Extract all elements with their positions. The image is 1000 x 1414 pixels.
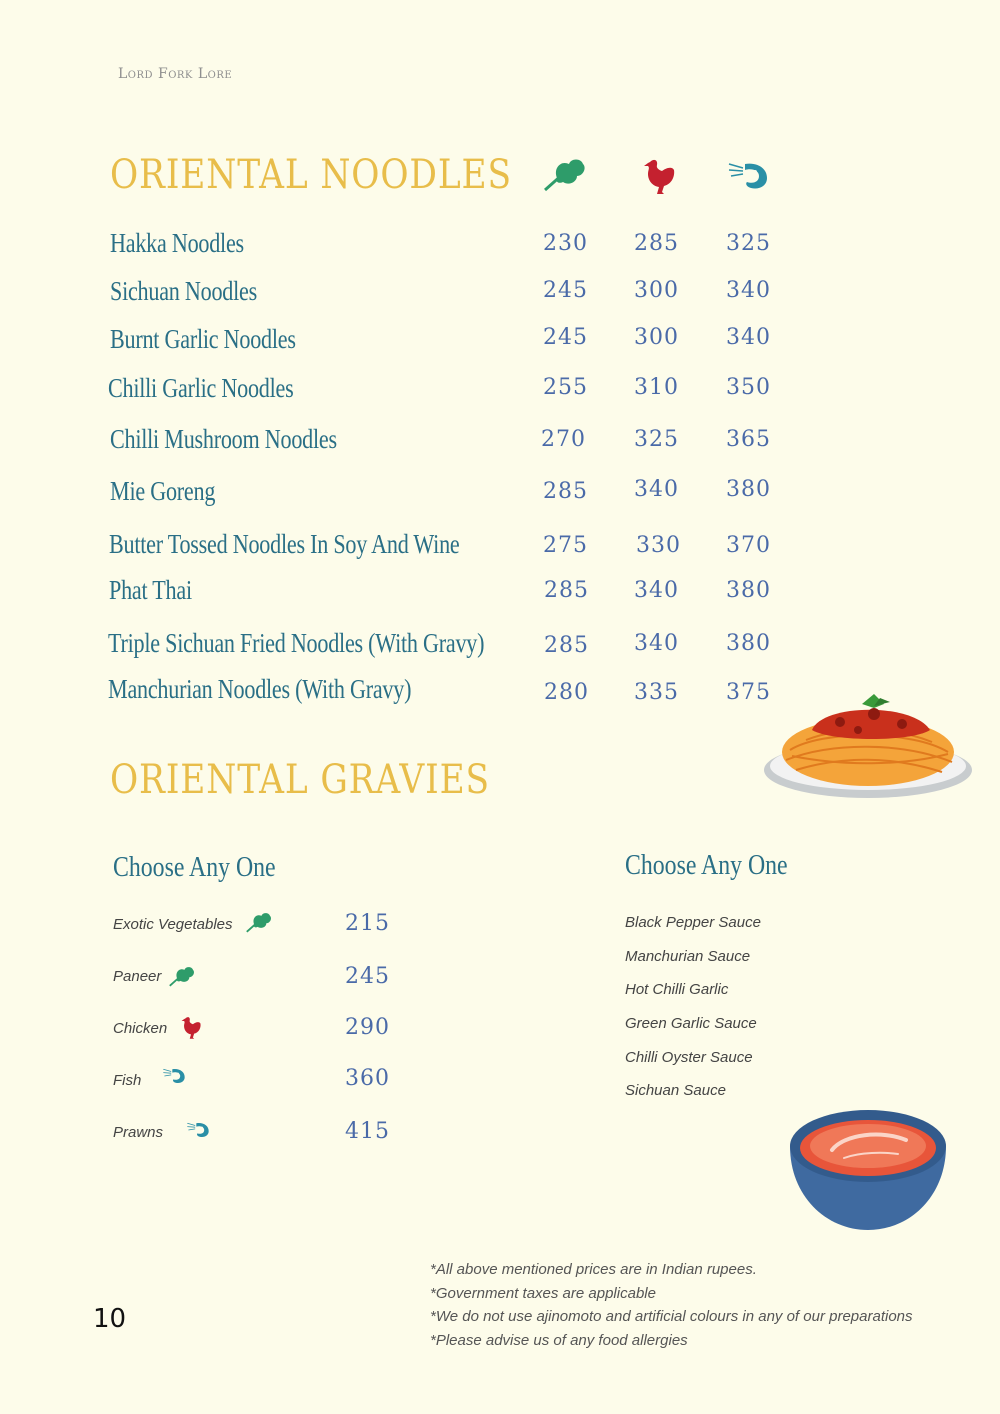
chicken-price: 340 (634, 477, 679, 502)
sauce-item: Sichuan Sauce (625, 1082, 726, 1099)
menu-item-name: Burnt Garlic Noodles (110, 324, 296, 354)
gravy-base-price: 215 (345, 911, 390, 936)
gravies-section-title: ORIENTAL GRAVIES (110, 757, 490, 803)
sauce-item: Manchurian Sauce (625, 948, 751, 965)
footnote-line: *Government taxes are applicable (430, 1284, 656, 1302)
sauce-item: Hot Chilli Garlic (625, 981, 729, 998)
chicken-icon (642, 158, 676, 196)
gravy-base-price: 360 (345, 1066, 390, 1091)
menu-item-name: Sichuan Noodles (110, 276, 257, 306)
veg-price: 270 (541, 427, 586, 452)
sauce-item: Green Garlic Sauce (625, 1015, 757, 1032)
noodles-section-title: ORIENTAL NOODLES (110, 152, 512, 198)
chicken-price: 310 (634, 375, 679, 400)
veg-price: 275 (543, 533, 588, 558)
prawn-price: 380 (726, 477, 771, 502)
prawn-price: 340 (726, 278, 771, 303)
prawn-price: 340 (726, 325, 771, 350)
veg-price: 245 (543, 325, 588, 350)
gravy-base-name: Chicken (113, 1020, 168, 1037)
veg-price: 285 (544, 578, 589, 603)
menu-item-name: Mie Goreng (110, 476, 216, 506)
veg-price: 255 (543, 375, 588, 400)
veg-price: 230 (543, 231, 588, 256)
veg-price: 285 (543, 479, 588, 504)
gravy-base-price: 415 (345, 1119, 390, 1144)
brand-logo: Lord Fork Lore (118, 66, 233, 82)
chicken-price: 330 (636, 533, 681, 558)
sauce-heading: Choose Any One (625, 850, 788, 881)
veg-leaf-icon (245, 911, 273, 933)
prawn-icon (727, 160, 769, 192)
chicken-price: 285 (634, 231, 679, 256)
menu-item-name: Hakka Noodles (110, 228, 244, 258)
menu-item-name: Phat Thai (109, 575, 192, 605)
gravy-base-name: Fish (113, 1072, 142, 1089)
menu-item-name: Triple Sichuan Fried Noodles (With Gravy) (108, 628, 485, 658)
prawn-price: 365 (726, 427, 771, 452)
chicken-price: 335 (634, 680, 679, 705)
prawn-price: 380 (726, 578, 771, 603)
gravy-base-price: 245 (345, 964, 390, 989)
chicken-price: 300 (634, 325, 679, 350)
gravy-base-name: Exotic Vegetables (113, 916, 233, 933)
chicken-price: 340 (634, 578, 679, 603)
gravy-base-price: 290 (345, 1015, 390, 1040)
prawn-price: 350 (726, 375, 771, 400)
veg-price: 245 (543, 278, 588, 303)
veg-price: 280 (544, 680, 589, 705)
menu-item-name: Chilli Mushroom Noodles (110, 424, 337, 454)
menu-item-name: Manchurian Noodles (With Gravy) (108, 674, 412, 704)
footnote-line: *We do not use ajinomoto and artificial colours in any of our preparations (430, 1308, 913, 1325)
gravy-base-name: Prawns (113, 1124, 164, 1141)
veg-price: 285 (544, 633, 589, 658)
spaghetti-plate-illustration (762, 690, 974, 802)
prawn-price: 380 (726, 631, 771, 656)
chicken-price: 300 (634, 278, 679, 303)
footnote-line: *All above mentioned prices are in Indian rupees. (430, 1261, 757, 1278)
prawn-icon (162, 1067, 186, 1085)
veg-leaf-icon (543, 156, 587, 192)
footnote-line: *Please advise us of any food allergies (430, 1331, 688, 1349)
prawn-price: 325 (726, 231, 771, 256)
chicken-icon (180, 1016, 202, 1040)
menu-item-name: Butter Tossed Noodles In Soy And Wine (109, 529, 460, 559)
prawn-price: 370 (726, 533, 771, 558)
menu-item-name: Chilli Garlic Noodles (108, 373, 294, 403)
prawn-price: 375 (726, 680, 771, 705)
page-number: 10 (93, 1304, 127, 1334)
prawn-icon (186, 1121, 210, 1139)
gravy-base-name: Paneer (113, 968, 162, 985)
gravy-base-heading: Choose Any One (113, 852, 276, 883)
veg-leaf-icon (168, 965, 196, 987)
footnotes (430, 1258, 913, 1352)
chicken-price: 340 (634, 631, 679, 656)
sauce-item: Black Pepper Sauce (625, 914, 761, 931)
chicken-price: 325 (634, 427, 679, 452)
sauce-item: Chilli Oyster Sauce (625, 1049, 753, 1066)
sauce-bowl-illustration (786, 1106, 950, 1232)
